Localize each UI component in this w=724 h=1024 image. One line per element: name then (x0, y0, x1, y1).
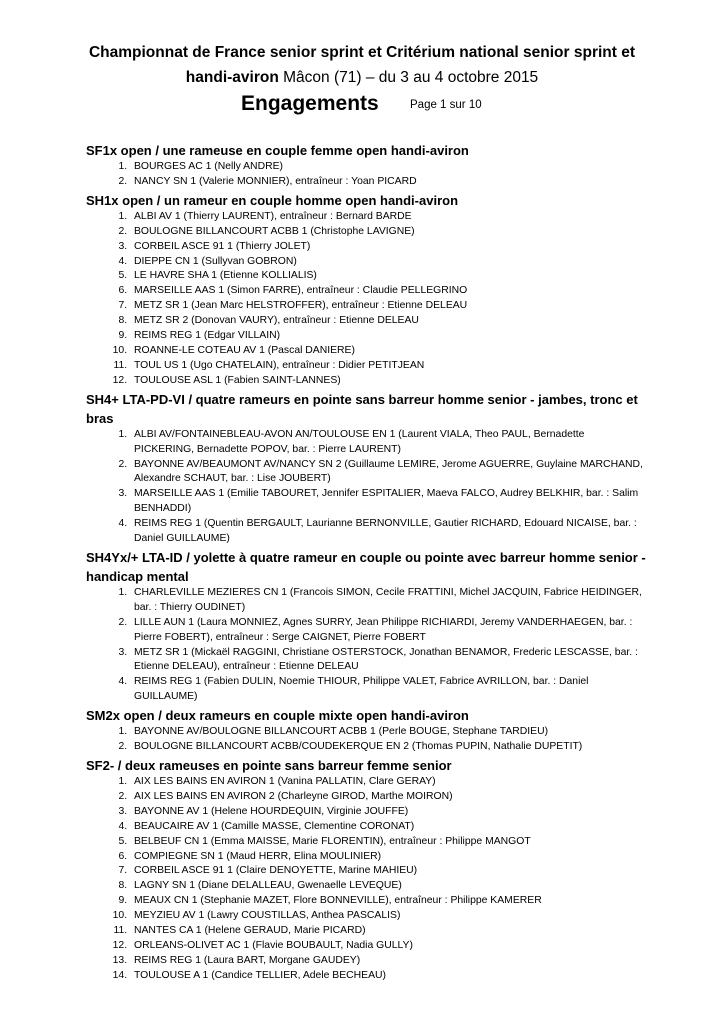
event-section (86, 756, 646, 984)
entry-item: 8. METZ SR 2 (Donovan VAURY), entraîneur : Etienne DELEAU (130, 314, 646, 329)
entry-item: 2. BOULOGNE BILLANCOURT ACBB/COUDEKERQUE EN 2 (Thomas PUPIN, Nathalie DUPETIT) (130, 740, 646, 755)
entry-item: 11. TOUL US 1 (Ugo CHATELAIN), entraîneur : Didier PETITJEAN (130, 359, 646, 374)
entry-item: 3. MARSEILLE AAS 1 (Emilie TABOURET, Jennifer ESPITALIER, Maeva FALCO, Audrey BELKHIR, bar. : Salim BENHADDI) (130, 487, 646, 517)
entry-item: 3. CORBEIL ASCE 91 1 (Thierry JOLET) (130, 240, 646, 255)
entry-item: 2. NANCY SN 1 (Valerie MONNIER), entraîneur : Yoan PICARD (130, 175, 646, 190)
entry-list (86, 160, 646, 190)
event-section (86, 706, 646, 755)
document-header (0, 40, 724, 120)
entry-item: 1. ALBI AV 1 (Thierry LAURENT), entraîneur : Bernard BARDE (130, 210, 646, 225)
entry-item: 7. CORBEIL ASCE 91 1 (Claire DENOYETTE, Marine MAHIEU) (130, 864, 646, 879)
entry-item: 10. MEYZIEU AV 1 (Lawry COUSTILLAS, Anthea PASCALIS) (130, 909, 646, 924)
entry-item: 6. MARSEILLE AAS 1 (Simon FARRE), entraîneur : Claudie PELLEGRINO (130, 284, 646, 299)
entry-item: 7. METZ SR 1 (Jean Marc HELSTROFFER), entraîneur : Etienne DELEAU (130, 299, 646, 314)
event-title: SH4+ LTA-PD-VI / quatre rameurs en pointe sans barreur homme senior - jambes, tronc et bras (86, 391, 638, 426)
entry-item: 5. LE HAVRE SHA 1 (Etienne KOLLIALIS) (130, 269, 646, 284)
subtitle-line (0, 90, 724, 120)
event-title: SM2x open / deux rameurs en couple mixte open handi-aviron (86, 708, 469, 724)
entry-item: 2. LILLE AUN 1 (Laura MONNIEZ, Agnes SURRY, Jean Philippe RICHIARDI, Jeremy VANDERHAEGEN, bar. : Pierre FOBERT), entraîneur : Serge CAIGNET, Pierre FOBERT (130, 616, 646, 646)
entry-item: 9. REIMS REG 1 (Edgar VILLAIN) (130, 329, 646, 344)
entry-item: 4. REIMS REG 1 (Quentin BERGAULT, Laurianne BERNONVILLE, Gautier RICHARD, Edouard NICAISE, bar. : Daniel GUILLAUME) (130, 517, 646, 547)
entry-item: 4. DIEPPE CN 1 (Sullyvan GOBRON) (130, 255, 646, 270)
entry-item: 4. REIMS REG 1 (Fabien DULIN, Noemie THIOUR, Philippe VALET, Fabrice AVRILLON, bar. : Daniel GUILLAUME) (130, 675, 646, 705)
entry-list (86, 428, 646, 547)
title-bold-2: handi-aviron (185, 69, 279, 86)
title-line-2 (0, 65, 724, 90)
event-title: SF2- / deux rameuses en pointe sans barreur femme senior (86, 758, 452, 773)
entry-item: 12. ORLEANS-OLIVET AC 1 (Flavie BOUBAULT, Nadia GULLY) (130, 939, 646, 954)
entry-item: 14. TOULOUSE A 1 (Candice TELLIER, Adele BECHEAU) (130, 969, 646, 984)
entry-item: 2. BAYONNE AV/BEAUMONT AV/NANCY SN 2 (Guillaume LEMIRE, Jerome AGUERRE, Guylaine MARCHAND, Alexandre SCHAUT, bar. : Lise JOUBERT) (130, 458, 646, 488)
entry-item: 1. BAYONNE AV/BOULOGNE BILLANCOURT ACBB 1 (Perle BOUGE, Stephane TARDIEU) (130, 725, 646, 740)
entry-item: 11. NANTES CA 1 (Helene GERAUD, Marie PICARD) (130, 924, 646, 939)
entry-item: 1. CHARLEVILLE MEZIERES CN 1 (Francois SIMON, Cecile FRATTINI, Michel JACQUIN, Fabrice HEIDINGER, bar. : Thierry OUDINET) (130, 586, 646, 616)
event-section (86, 141, 646, 190)
event-title: SH4Yx/+ LTA-ID / yolette à quatre rameur en couple ou pointe avec barreur homme senior - handicap mental (86, 549, 646, 584)
title-line-1 (0, 40, 724, 65)
entry-item: 13. REIMS REG 1 (Laura BART, Morgane GAUDEY) (130, 954, 646, 969)
entry-item: 3. BAYONNE AV 1 (Helene HOURDEQUIN, Virginie JOUFFE) (130, 805, 646, 820)
entry-list (86, 586, 646, 705)
page-subtitle: Engagements (241, 92, 379, 115)
entry-item: 9. MEAUX CN 1 (Stephanie MAZET, Flore BONNEVILLE), entraîneur : Philippe KAMERER (130, 894, 646, 909)
entry-item: 1. AIX LES BAINS EN AVIRON 1 (Vanina PALLATIN, Clare GERAY) (130, 775, 646, 790)
entry-item: 1. BOURGES AC 1 (Nelly ANDRE) (130, 160, 646, 175)
event-title: SH1x open / un rameur en couple homme open handi-aviron (86, 192, 459, 208)
entries-content (86, 140, 646, 984)
entry-item: 12. TOULOUSE ASL 1 (Fabien SAINT-LANNES) (130, 374, 646, 389)
entry-item: 4. BEAUCAIRE AV 1 (Camille MASSE, Clementine CORONAT) (130, 820, 646, 835)
event-section (86, 390, 646, 547)
title-bold-1: Championnat de France senior sprint et Critérium national senior sprint et (88, 44, 636, 61)
event-title: SF1x open / une rameuse en couple femme open handi-aviron (86, 143, 469, 158)
entry-item: 1. ALBI AV/FONTAINEBLEAU-AVON AN/TOULOUSE EN 1 (Laurent VIALA, Theo PAUL, Bernadette PICKERING, Bernadette POPOV, bar. : Pierre LAURENT) (130, 428, 646, 458)
event-section (86, 548, 646, 705)
entry-list (86, 775, 646, 984)
entry-item: 2. AIX LES BAINS EN AVIRON 2 (Charleyne GIROD, Marthe MOIRON) (130, 790, 646, 805)
entry-item: 8. LAGNY SN 1 (Diane DELALLEAU, Gwenaelle LEVEQUE) (130, 879, 646, 894)
entry-item: 6. COMPIEGNE SN 1 (Maud HERR, Elina MOULINIER) (130, 850, 646, 865)
event-section (86, 191, 646, 389)
page-number: Page 1 sur 10 (410, 99, 482, 111)
entry-item: 2. BOULOGNE BILLANCOURT ACBB 1 (Christophe LAVIGNE) (130, 225, 646, 240)
title-rest: Mâcon (71) – du 3 au 4 octobre 2015 (278, 69, 539, 86)
entry-list (86, 725, 646, 755)
entry-item: 3. METZ SR 1 (Mickaël RAGGINI, Christiane OSTERSTOCK, Jonathan BENAMOR, Frederic LESCASSE, bar. : Etienne DELEAU), entraîneur : Etienne DELEAU (130, 646, 646, 676)
entry-item: 10. ROANNE-LE COTEAU AV 1 (Pascal DANIERE) (130, 344, 646, 359)
entry-item: 5. BELBEUF CN 1 (Emma MAISSE, Marie FLORENTIN), entraîneur : Philippe MANGOT (130, 835, 646, 850)
entry-list (86, 210, 646, 389)
